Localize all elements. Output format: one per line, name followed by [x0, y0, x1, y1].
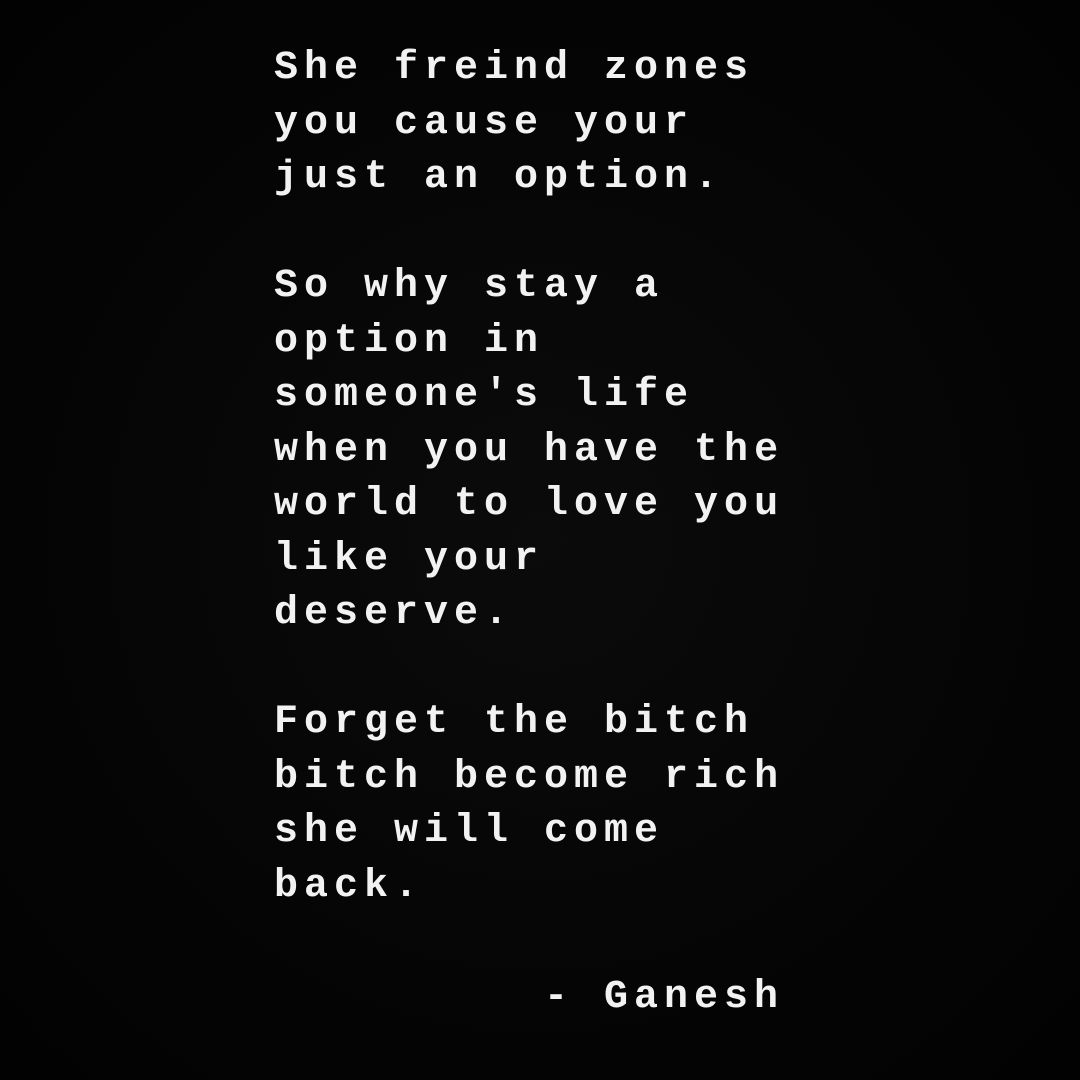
author-signature: - Ganesh	[543, 975, 784, 1020]
poem-line: like your	[274, 536, 545, 582]
poem-line: deserve.	[274, 591, 515, 636]
poem-line: you cause your	[274, 100, 695, 146]
stanza-3	[274, 696, 834, 914]
stanza-1	[274, 42, 834, 206]
poem-line: just an option.	[274, 155, 725, 200]
poem-line: Forget the bitch	[274, 700, 755, 745]
poem-line: bitch become rich	[274, 754, 785, 800]
poem-line: back.	[274, 863, 425, 909]
poem-text	[274, 42, 834, 969]
poem-line: world to love you	[274, 482, 785, 527]
poem-line: when you have the	[274, 427, 785, 473]
poem-line: So why stay a	[274, 264, 665, 309]
poem-line: she will come	[274, 809, 665, 854]
stanza-2	[274, 260, 834, 642]
poem-line: She freind zones	[274, 46, 755, 91]
poem-line: someone's life	[274, 373, 695, 418]
poem-line: option in	[274, 318, 545, 364]
